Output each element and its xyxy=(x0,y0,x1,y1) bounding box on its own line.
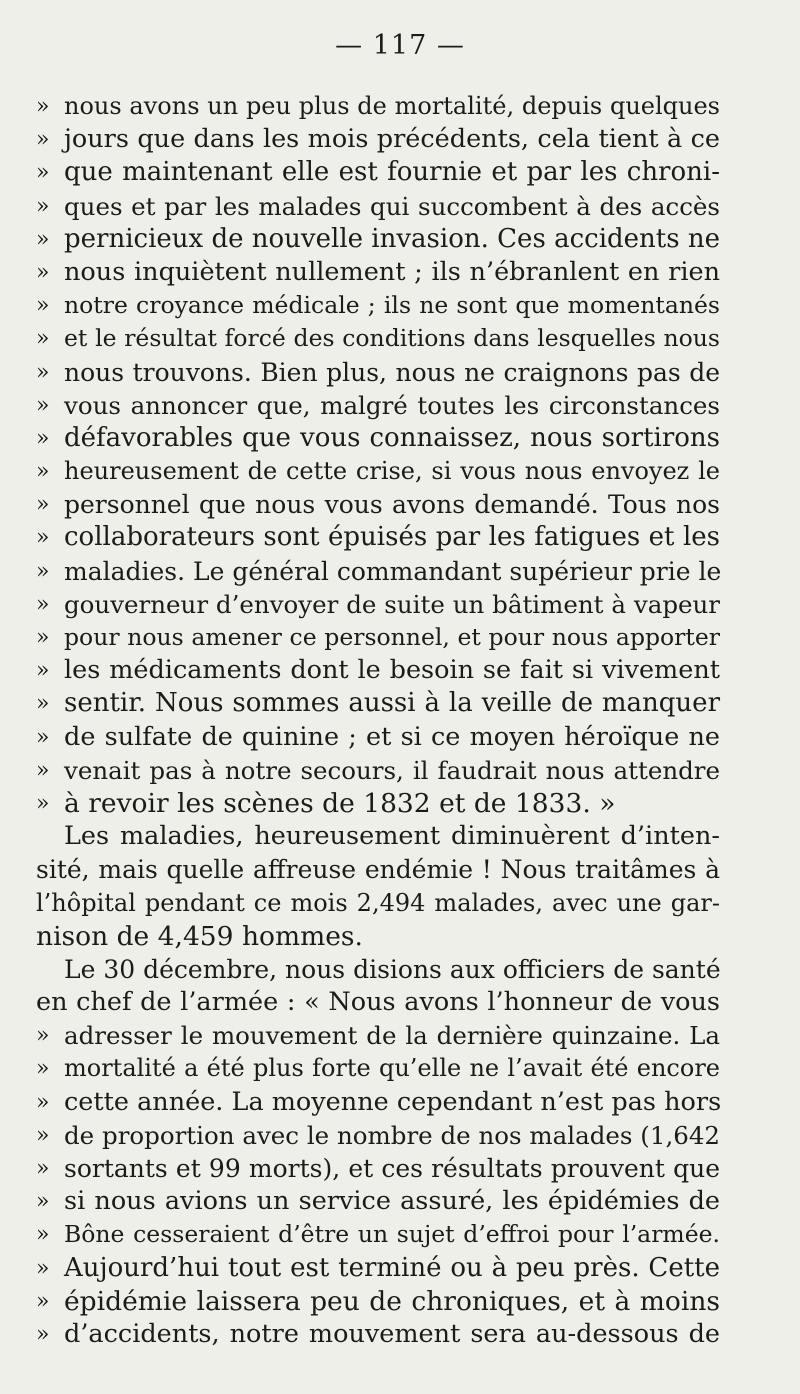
quoted-text-line: » heureusement de cette crise, si vous nous envoyez le xyxy=(36,455,720,488)
quoted-text-line: » nous trouvons. Bien plus, nous ne craignons pas de xyxy=(36,356,720,389)
quoted-text-line: » défavorables que vous connaissez, nous sortirons xyxy=(36,422,720,455)
text-line: nison de 4,459 hommes. xyxy=(36,920,363,952)
quoted-text-line: » à revoir les scènes de 1832 et de 1833. » xyxy=(36,787,720,820)
text-line: Le 30 décembre, nous disions aux officiers de santé xyxy=(64,954,721,984)
quoted-text-line: » collaborateurs sont épuisés par les fatigues et les xyxy=(36,521,720,554)
quoted-text-line: » maladies. Le général commandant supérieur prie le xyxy=(36,555,720,588)
quoted-text-line: » pernicieux de nouvelle invasion. Ces accidents ne xyxy=(36,223,720,256)
quoted-text-line: » de proportion avec le nombre de nos malades (1,642 xyxy=(36,1119,720,1152)
quoted-text-line: » épidémie laissera peu de chroniques, et à moins xyxy=(36,1285,720,1318)
quoted-text-line: » nous inquiètent nullement ; ils n’ébranlent en rien xyxy=(36,256,720,289)
quoted-text-line: » sentir. Nous sommes aussi à la veille de manquer xyxy=(36,687,720,720)
quoted-text-line: » adresser le mouvement de la dernière quinzaine. La xyxy=(36,1019,720,1052)
quoted-text-line: » cette année. La moyenne cependant n’est pas hors xyxy=(36,1086,720,1119)
quoted-text-line: » personnel que nous vous avons demandé. Tous nos xyxy=(36,488,720,521)
quoted-text-line: » venait pas à notre secours, il faudrait nous attendre xyxy=(36,754,720,787)
text-line: en chef de l’armée : « Nous avons l’honneur de vous xyxy=(36,987,720,1018)
body-text xyxy=(36,90,720,1351)
quoted-text-line: » les médicaments dont le besoin se fait si vivement xyxy=(36,654,720,687)
quoted-text-line: » si nous avions un service assuré, les épidémies de xyxy=(36,1185,720,1218)
quoted-text-line: » d’accidents, notre mouvement sera au-dessous de xyxy=(36,1318,720,1351)
quoted-text-line: » ques et par les malades qui succombent à des accès xyxy=(36,190,720,223)
quoted-text-line: » notre croyance médicale ; ils ne sont que momentanés xyxy=(36,289,720,322)
text-line: sité, mais quelle affreuse endémie ! Nous traitâmes à xyxy=(36,855,720,885)
quoted-text-line: » pour nous amener ce personnel, et pour nous apporter xyxy=(36,621,720,654)
quoted-text-line: » sortants et 99 morts), et ces résultats prouvent que xyxy=(36,1152,720,1185)
quoted-text-line: » et le résultat forcé des conditions dans lesquelles nous xyxy=(36,322,720,355)
quoted-text-line: » Bône cesseraient d’être un sujet d’effroi pour l’armée. xyxy=(36,1218,720,1251)
quoted-text-line: » de sulfate de quinine ; et si ce moyen héroïque ne xyxy=(36,721,720,754)
text-line: Les maladies, heureusement diminuèrent d’inten- xyxy=(64,821,720,852)
quoted-text-line: » que maintenant elle est fournie et par les chroni- xyxy=(36,156,720,189)
quoted-text-line: » Aujourd’hui tout est terminé ou à peu près. Cette xyxy=(36,1252,720,1285)
quoted-text-line: » vous annoncer que, malgré toutes les circonstances xyxy=(36,389,720,422)
quoted-text-line: » gouverneur d’envoyer de suite un bâtiment à vapeur xyxy=(36,588,720,621)
page-number: — 117 — xyxy=(335,30,465,61)
quoted-text-line: » nous avons un peu plus de mortalité, depuis quelques xyxy=(36,90,720,123)
quoted-text-line: » jours que dans les mois précédents, cela tient à ce xyxy=(36,123,720,156)
text-line: l’hôpital pendant ce mois 2,494 malades, avec une gar- xyxy=(36,888,720,917)
quoted-text-line: » mortalité a été plus forte qu’elle ne l’avait été encore xyxy=(36,1052,720,1085)
